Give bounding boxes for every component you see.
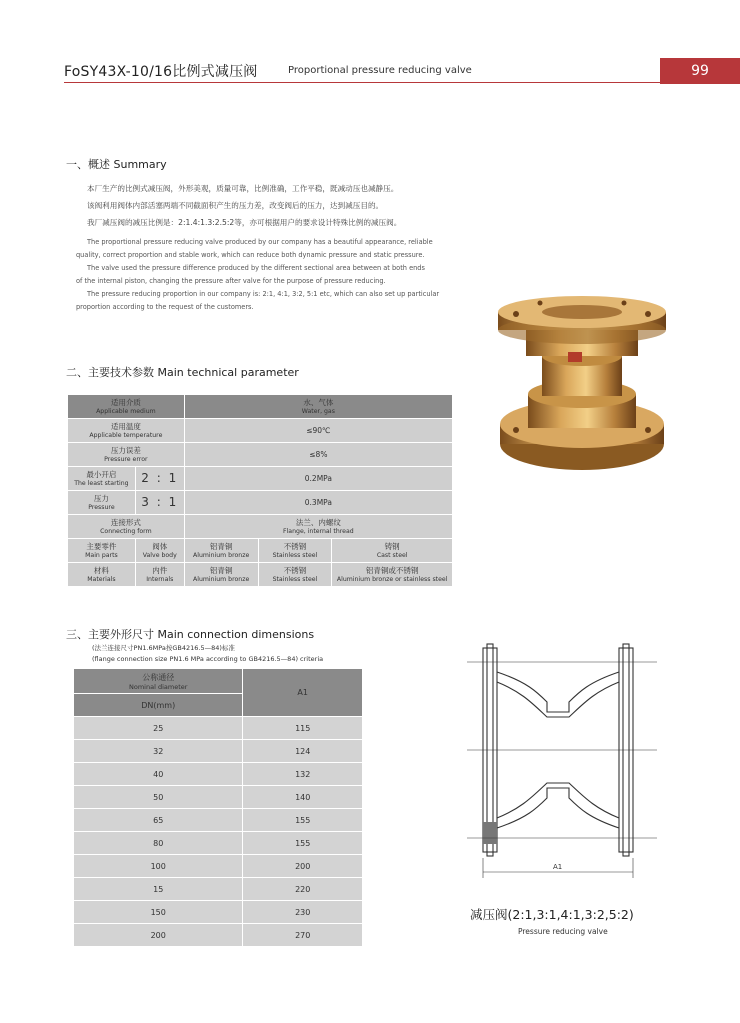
tech-cell	[332, 539, 453, 563]
least-val: 0.2MPa	[184, 467, 452, 491]
perr-val: ≤8%	[184, 443, 452, 467]
dims-col2: A1	[243, 669, 363, 717]
least-en: The least starting	[74, 479, 129, 487]
conn-en: Connecting form	[100, 527, 152, 535]
least-zh: 最小开启	[86, 469, 117, 479]
drawing-caption-en: Pressure reducing valve	[518, 927, 608, 936]
summary-en-line: proportion according to the request of the customers.	[76, 303, 254, 311]
press-val: 0.3MPa	[184, 491, 452, 515]
press-en: Pressure	[88, 503, 115, 511]
medium-val-en: Water, gas	[301, 407, 335, 415]
tech-cell	[258, 539, 332, 563]
summary-zh-line: 该阀利用阀体内部活塞两端不同截面积产生的压力差，改变阀后的压力，达到减压目的。	[87, 201, 384, 210]
tech-cell	[258, 563, 332, 587]
ss-en: Stainless steel	[272, 575, 318, 583]
medium-val-zh: 水、气体	[303, 397, 334, 407]
a1-cell: 124	[243, 740, 363, 763]
dn-cell: 15	[74, 878, 243, 901]
bolt-section	[483, 822, 497, 844]
tech-cell	[68, 539, 136, 563]
tech-cell	[135, 539, 184, 563]
tech-row	[68, 563, 453, 587]
table-row	[74, 786, 363, 809]
dn-cell: 50	[74, 786, 243, 809]
cast-en: Cast steel	[376, 551, 408, 559]
dn-cell: 65	[74, 809, 243, 832]
tech-row	[68, 395, 453, 419]
a1-cell: 155	[243, 809, 363, 832]
table-row	[74, 717, 363, 740]
cast-zh: 铸钢	[384, 541, 400, 551]
alu-en: Aluminium bronze	[193, 575, 250, 583]
int-en: Internals	[146, 575, 174, 583]
tech-cell	[68, 491, 136, 515]
table-row	[74, 832, 363, 855]
conn-val-en: Flange, internal thread	[283, 527, 354, 535]
col1-zh: 公称通径	[142, 672, 175, 682]
tech-cell	[68, 515, 185, 539]
valve-drawing	[467, 642, 657, 882]
summary-heading: 一、概述 Summary	[66, 158, 167, 171]
parts-en: Main parts	[85, 551, 118, 559]
mat-zh: 材料	[93, 565, 109, 575]
tech-table	[67, 394, 453, 587]
tech-cell	[68, 395, 185, 419]
dims-col1	[74, 669, 243, 694]
tech-cell	[184, 539, 258, 563]
a1-cell: 132	[243, 763, 363, 786]
valve-photo	[490, 294, 675, 484]
tech-row	[68, 467, 453, 491]
least-ratio: 2 : 1	[135, 467, 184, 491]
medium-en: Applicable medium	[96, 407, 156, 415]
tech-row	[68, 539, 453, 563]
a1-cell: 230	[243, 901, 363, 924]
table-row	[74, 809, 363, 832]
tech-cell	[135, 563, 184, 587]
drawing-caption-zh: 减压阀(2:1,3:1,4:1,3:2,5:2)	[470, 907, 634, 922]
temp-en: Applicable temperature	[89, 431, 163, 439]
press-zh: 压力	[93, 493, 109, 503]
body-zh: 阀体	[152, 541, 168, 551]
alu-en: Aluminium bronze	[193, 551, 250, 559]
col1-en: Nominal diameter	[129, 682, 188, 691]
parts-zh: 主要零件	[86, 541, 117, 551]
dn-cell: 100	[74, 855, 243, 878]
perr-en: Pressure error	[104, 455, 148, 463]
dn-cell: 200	[74, 924, 243, 947]
dn-cell: 150	[74, 901, 243, 924]
body-en: Valve body	[142, 551, 177, 559]
tech-cell	[184, 515, 452, 539]
ss-zh: 不锈钢	[283, 565, 307, 575]
tech-cell	[68, 467, 136, 491]
dim-label-a1: A1	[553, 863, 563, 871]
alu-or-ss-en: Aluminium bronze or stainless steel	[336, 575, 448, 583]
mat-en: Materials	[87, 575, 116, 583]
dims-table	[73, 668, 363, 947]
page-number: 99	[660, 58, 740, 84]
summary-zh-line: 我厂减压阀的减压比例是：2:1.4:1.3:2.5:2等，亦可根据用户的要求设计特殊比例的减压阀。	[87, 218, 402, 227]
dims-heading: 三、主要外形尺寸 Main connection dimensions	[66, 628, 315, 641]
medium-zh: 适用介质	[110, 397, 141, 407]
press-ratio: 3 : 1	[135, 491, 184, 515]
tech-cell	[68, 563, 136, 587]
table-row	[74, 740, 363, 763]
dn-cell: 80	[74, 832, 243, 855]
summary-en-line: of the internal piston, changing the pressure after valve for the purpose of pressure reducing.	[76, 277, 386, 285]
dims-header-row	[74, 669, 363, 694]
tech-heading: 二、主要技术参数 Main technical parameter	[66, 366, 299, 379]
tech-cell	[68, 419, 185, 443]
tech-cell	[184, 563, 258, 587]
dims-col1-unit: DN(mm)	[74, 694, 243, 717]
a1-cell: 270	[243, 924, 363, 947]
ss-en: Stainless steel	[272, 551, 318, 559]
table-row	[74, 901, 363, 924]
a1-cell: 140	[243, 786, 363, 809]
page-title: FoSY43X-10/16比例式减压阀	[64, 64, 258, 80]
conn-val-zh: 法兰、内螺纹	[295, 517, 341, 527]
summary-en-line: The pressure reducing proportion in our company is: 2:1, 4:1, 3:2, 5:1 etc, which can also set up particular	[87, 290, 440, 298]
summary-en	[76, 236, 476, 314]
dn-cell: 25	[74, 717, 243, 740]
tech-row	[68, 515, 453, 539]
header-rule	[64, 82, 740, 83]
dn-cell: 40	[74, 763, 243, 786]
a1-cell: 155	[243, 832, 363, 855]
perr-zh: 压力误差	[110, 445, 141, 455]
table-row	[74, 924, 363, 947]
int-zh: 内件	[152, 565, 168, 575]
table-row	[74, 763, 363, 786]
a1-cell: 200	[243, 855, 363, 878]
dims-note-en: (flange connection size PN1.6 MPa according to GB4216.5—84) criteria	[92, 655, 324, 663]
tech-cell	[332, 563, 453, 587]
table-row	[74, 878, 363, 901]
summary-en-line: The proportional pressure reducing valve produced by our company has a beautiful appearance, reliable	[87, 238, 433, 246]
temp-val: ≤90℃	[184, 419, 452, 443]
summary-en-line: The valve used the pressure difference produced by the different sectional area between at both ends	[87, 264, 425, 272]
alu-zh: 铝青铜	[209, 541, 233, 551]
tech-cell	[184, 395, 452, 419]
a1-cell: 115	[243, 717, 363, 740]
summary-zh-line: 本厂生产的比例式减压阀，外形美观，质量可靠，比例准确，工作平稳，既减动压也减静压。	[87, 184, 399, 193]
dims-note-zh: (法兰连接尺寸PN1.6MPa按GB4216.5—84)标准	[92, 644, 235, 652]
a1-cell: 220	[243, 878, 363, 901]
tech-row	[68, 419, 453, 443]
dn-cell: 32	[74, 740, 243, 763]
alu-or-ss-zh: 铝青铜或不锈钢	[365, 565, 419, 575]
summary-zh	[87, 180, 487, 231]
page-subtitle: Proportional pressure reducing valve	[288, 65, 472, 76]
table-row	[74, 855, 363, 878]
ss-zh: 不锈钢	[283, 541, 307, 551]
conn-zh: 连接形式	[110, 517, 141, 527]
temp-zh: 适用温度	[110, 421, 141, 431]
alu-zh: 铝青铜	[209, 565, 233, 575]
tech-row	[68, 491, 453, 515]
summary-en-line: quality, correct proportion and stable work, which can reduce both dynamic pressure and static pressure.	[76, 251, 425, 259]
tech-row	[68, 443, 453, 467]
tech-cell	[68, 443, 185, 467]
